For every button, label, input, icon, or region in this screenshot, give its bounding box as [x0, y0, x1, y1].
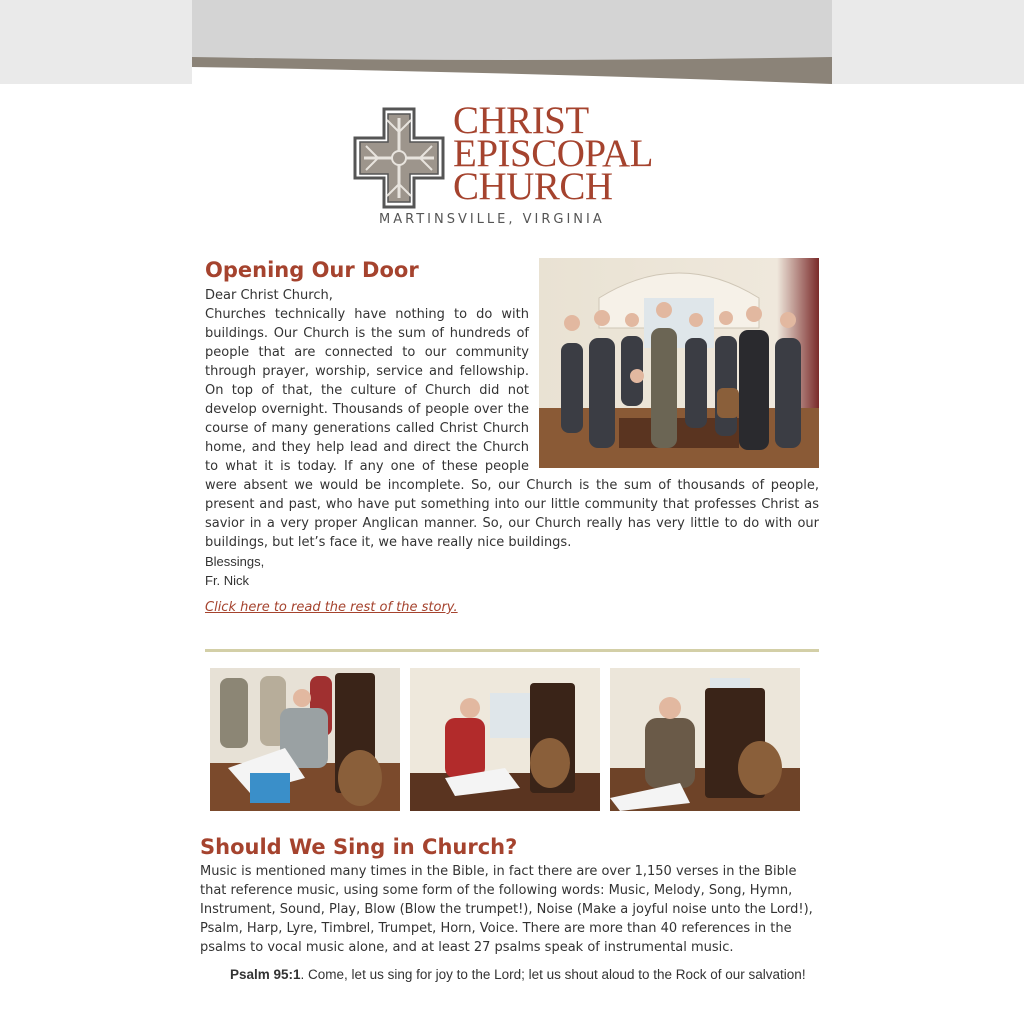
psalm-reference: Psalm 95:1 — [230, 967, 301, 982]
signature: Fr. Nick — [205, 573, 250, 588]
newsletter-column — [192, 0, 832, 1024]
logo-wordmark — [453, 99, 683, 208]
article-should-we-sing — [200, 834, 822, 984]
photo-gallery — [210, 668, 810, 811]
article-body: Music is mentioned many times in the Bible, in fact there are over 1,150 verses in the Bible that reference music, using some form of the following words: Music, Melody, Song, Hymn, Instrument, Sound, Play, Blow (Blow the trumpet!), Noise (Make a joyful noise unto the Lord!), Psalm, Harp, Lyre, Timbrel, Trumpet, Horn, Voice. There are more than 40 references in the psalms to vocal music alone, and at least 27 psalms speak of instrumental music. — [200, 864, 813, 955]
article-body: Churches technically have nothing to do with buildings. Our Church is the sum of hundreds of people that are connected to our community through prayer, worship, service and fellowship. On top of that, the culture of Church did not develop overnight. Thousands of people over the course of many generations called Christ Church home, and they help lead and direct the Church to what it is today. If any one of these people were absent we would be incomplete. So, our Church is the sum of thousands of people, present and past, who have put something into our little community that professes Christ as savior in a very proper Anglican manner. So, our Church really has very little to do with our buildings, but let’s face it, we have really nice buildings. — [205, 307, 819, 550]
gallery-photo-1[interactable] — [210, 668, 400, 811]
gallery-photo-2[interactable] — [410, 668, 600, 811]
logo-line-episcopal: EPISCOPAL — [453, 132, 653, 175]
article-title: Should We Sing in Church? — [200, 835, 518, 859]
article-title: Opening Our Door — [205, 258, 419, 282]
logo-location: MARTINSVILLE, VIRGINIA — [379, 212, 605, 227]
closing: Blessings, — [205, 554, 265, 569]
psalm-quote — [230, 965, 820, 984]
header-banner — [192, 0, 832, 84]
cross-icon — [352, 106, 446, 210]
logo-line-christ: CHRIST — [453, 99, 589, 142]
psalm-text: . Come, let us sing for joy to the Lord; let us shout aloud to the Rock of our salvation! — [300, 967, 806, 982]
logo-line-church: CHURCH — [453, 165, 613, 208]
salutation: Dear Christ Church, — [205, 288, 333, 303]
article-opening-our-door — [205, 256, 819, 615]
church-logo[interactable] — [352, 99, 682, 234]
gallery-photo-3[interactable] — [610, 668, 800, 811]
read-more-link[interactable]: Click here to read the rest of the story. — [205, 600, 458, 615]
group-photo — [539, 258, 819, 468]
section-divider — [205, 649, 819, 652]
